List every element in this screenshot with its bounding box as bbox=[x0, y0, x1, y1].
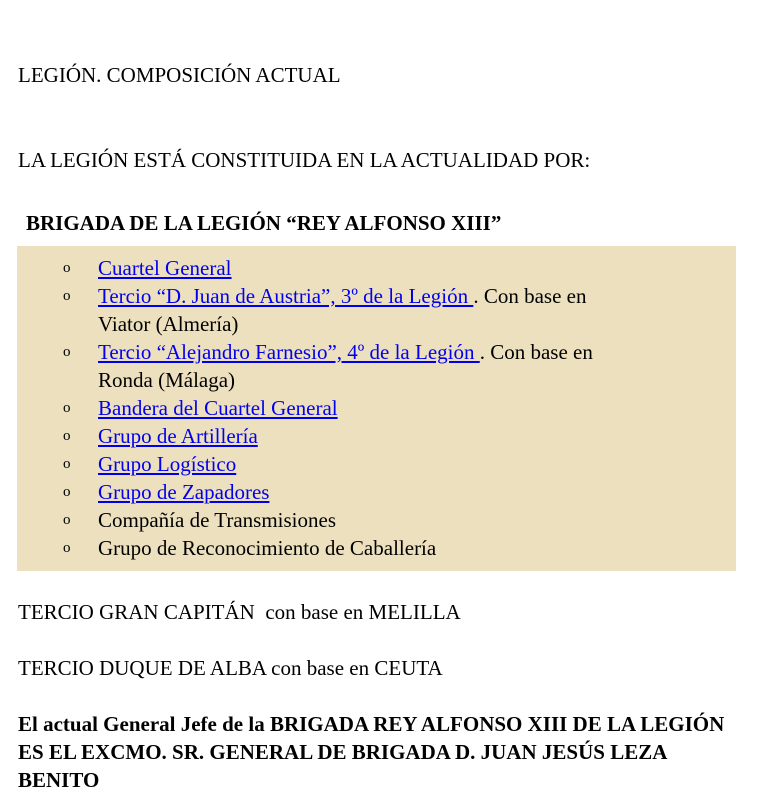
link-cuartel-general[interactable]: Cuartel General bbox=[98, 256, 232, 280]
list-item bbox=[17, 338, 698, 394]
bullet-icon: o bbox=[63, 484, 71, 500]
bullet-icon: o bbox=[63, 512, 71, 528]
list-item bbox=[17, 282, 698, 338]
intro-text: LA LEGIÓN ESTÁ CONSTITUIDA EN LA ACTUALIDAD POR: bbox=[18, 148, 591, 172]
brigade-units-box bbox=[17, 246, 736, 571]
unit-transmisiones: Compañía de Transmisiones bbox=[98, 508, 337, 532]
link-tercio-juan-de-austria[interactable]: Tercio “D. Juan de Austria”, 3º de la Legión bbox=[98, 284, 474, 308]
units-list bbox=[17, 254, 698, 562]
list-item bbox=[17, 394, 698, 422]
bullet-icon: o bbox=[63, 288, 71, 304]
tercio-duque-alba-text: TERCIO DUQUE DE ALBA con base en CEUTA bbox=[18, 656, 443, 680]
bullet-icon: o bbox=[63, 260, 71, 276]
general-statement: El actual General Jefe de la BRIGADA REY ALFONSO XIII DE LA LEGIÓN ES EL EXCMO. SR. GENERAL DE BRIGADA D. JUAN JESÚS LEZA BENITO bbox=[18, 712, 725, 792]
bullet-icon: o bbox=[63, 428, 71, 444]
page-title: LEGIÓN. COMPOSICIÓN ACTUAL bbox=[18, 63, 341, 87]
link-grupo-logistico[interactable]: Grupo Logístico bbox=[98, 452, 237, 476]
list-item bbox=[17, 422, 698, 450]
list-item bbox=[17, 478, 698, 506]
bullet-icon: o bbox=[63, 400, 71, 416]
brigade-heading: BRIGADA DE LA LEGIÓN “REY ALFONSO XIII” bbox=[26, 211, 502, 235]
bullet-icon: o bbox=[63, 344, 71, 360]
unit-reconocimiento-caballeria: Grupo de Reconocimiento de Caballería bbox=[98, 536, 437, 560]
unit-base-location: Viator (Almería) bbox=[98, 312, 239, 336]
link-grupo-zapadores[interactable]: Grupo de Zapadores bbox=[98, 480, 270, 504]
unit-base-text: . Con base en bbox=[473, 284, 587, 308]
bullet-icon: o bbox=[63, 540, 71, 556]
unit-base-text: . Con base en bbox=[479, 340, 593, 364]
list-item bbox=[17, 534, 698, 562]
list-item bbox=[17, 254, 698, 282]
list-item bbox=[17, 450, 698, 478]
unit-base-location: Ronda (Málaga) bbox=[98, 368, 236, 392]
list-item bbox=[17, 506, 698, 534]
tercio-gran-capitan-text: TERCIO GRAN CAPITÁN con base en MELILLA bbox=[18, 600, 461, 624]
link-bandera-cuartel-general[interactable]: Bandera del Cuartel General bbox=[98, 396, 338, 420]
bullet-icon: o bbox=[63, 456, 71, 472]
link-tercio-alejandro-farnesio[interactable]: Tercio “Alejandro Farnesio”, 4º de la Legión bbox=[98, 340, 480, 364]
link-grupo-artilleria[interactable]: Grupo de Artillería bbox=[98, 424, 258, 448]
